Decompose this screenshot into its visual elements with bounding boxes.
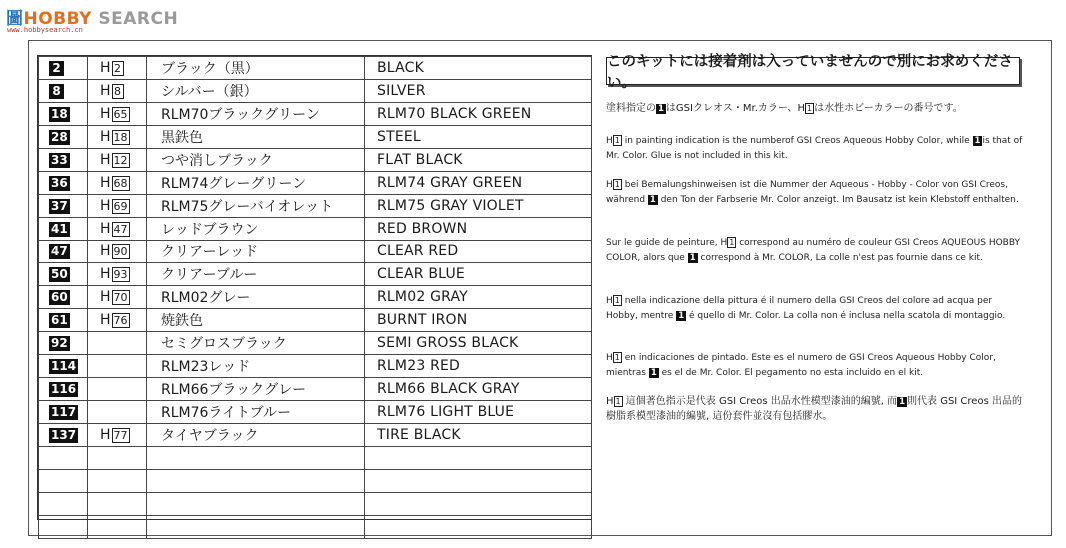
hobby-color-code: H 77: [88, 424, 147, 447]
color-name-japanese: クリアーレッド: [147, 240, 365, 263]
mr-color-number: 114: [39, 355, 88, 378]
color-name-japanese: [147, 446, 365, 469]
color-name-english: TIRE BLACK: [365, 424, 592, 447]
paragraph-english: H 1 in painting indication is the numberof GSI Creos Aqueous Hobby Color, while 1 is that of Mr. Color. Glue is not included in this kit.: [606, 136, 1023, 161]
color-name-japanese: クリアーブルー: [147, 263, 365, 286]
color-name-english: RLM75 GRAY VIOLET: [365, 194, 592, 217]
color-name-japanese: セミグロスブラック: [147, 332, 365, 355]
paragraph-french: Sur le guide de peinture, H 1 correspond au numéro de couleur GSI Creos AQUEOUS HOBBY COLOR, alors que 1 correspond à Mr. COLOR, La colle n'est pas fournie dans ce kit.: [606, 238, 1021, 263]
table-row: [39, 446, 592, 469]
mr-color-number: 28: [39, 125, 88, 148]
color-name-english: RLM76 LIGHT BLUE: [365, 401, 592, 424]
color-name-english: [365, 446, 592, 469]
hobby-color-code: H 76: [88, 309, 147, 332]
color-name-english: BLACK: [365, 57, 592, 80]
hobby-color-code: H 68: [88, 171, 147, 194]
mr-color-number: 36: [39, 171, 88, 194]
mr-color-number: 137: [39, 424, 88, 447]
color-name-english: RLM23 RED: [365, 355, 592, 378]
watermark-logo: 圖HOBBY SEARCH www.hobbysearch.cn: [6, 9, 179, 34]
table-row: [39, 332, 592, 355]
hobby-color-code: H 2: [88, 57, 147, 80]
color-name-japanese: つや消しブラック: [147, 148, 365, 171]
table-row: [39, 79, 592, 102]
color-name-japanese: レッドブラウン: [147, 217, 365, 240]
color-name-japanese: タイヤブラック: [147, 424, 365, 447]
table-row: [39, 424, 592, 447]
color-name-japanese: RLM66ブラックグレー: [147, 378, 365, 401]
hobby-color-code: [88, 446, 147, 469]
hobby-color-code: H 18: [88, 125, 147, 148]
table-row: [39, 355, 592, 378]
hobby-color-code: H 8: [88, 79, 147, 102]
mr-color-number: 61: [39, 309, 88, 332]
hobby-color-code: [88, 469, 147, 492]
table-row: [39, 125, 592, 148]
table-row: [39, 57, 592, 80]
table-row: [39, 263, 592, 286]
color-name-japanese: RLM23レッド: [147, 355, 365, 378]
paint-color-table: [37, 55, 592, 520]
table-row: [39, 148, 592, 171]
color-name-japanese: シルバー（銀）: [147, 79, 365, 102]
color-name-japanese: 焼鉄色: [147, 309, 365, 332]
mr-color-number: 60: [39, 286, 88, 309]
hobby-color-code: [88, 492, 147, 515]
hobby-color-code: [88, 401, 147, 424]
color-name-english: FLAT BLACK: [365, 148, 592, 171]
color-name-english: RED BROWN: [365, 217, 592, 240]
mr-color-number: [39, 515, 88, 538]
paragraph-japanese: 塗料指定の 1 はGSIクレオス・Mr.カラー、H 1 は水性ホビーカラーの番号です。: [606, 103, 963, 114]
color-name-japanese: 黒鉄色: [147, 125, 365, 148]
color-name-japanese: RLM02グレー: [147, 286, 365, 309]
table-row: [39, 194, 592, 217]
color-name-english: RLM02 GRAY: [365, 286, 592, 309]
hobby-color-code: H 12: [88, 148, 147, 171]
mr-color-number: [39, 446, 88, 469]
hobby-color-code: [88, 515, 147, 538]
paragraph-spanish: H 1 en indicaciones de pintado. Este es el numero de GSI Creos Aqueous Hobby Color, mientras 1 es el de Mr. Color. El pegamento no esta incluido en el kit.: [606, 353, 996, 378]
table-row: [39, 217, 592, 240]
color-name-japanese: [147, 469, 365, 492]
color-name-japanese: RLM76ライトブルー: [147, 401, 365, 424]
color-name-english: SILVER: [365, 79, 592, 102]
hobby-color-code: H 65: [88, 102, 147, 125]
table-row: [39, 171, 592, 194]
paragraph-italian: H 1 nella indicazione della pittura é il numero della GSI Creos del colore ad acqua per Hobby, mentre 1 é quello di Mr. Color. La colla non é inclusa nella scatola di montaggio.: [606, 296, 1006, 321]
color-name-japanese: ブラック（黒）: [147, 57, 365, 80]
color-name-japanese: [147, 515, 365, 538]
color-name-english: RLM70 BLACK GREEN: [365, 102, 592, 125]
color-name-japanese: RLM75グレーバイオレット: [147, 194, 365, 217]
hobby-color-code: H 47: [88, 217, 147, 240]
mr-color-number: 117: [39, 401, 88, 424]
color-name-english: RLM66 BLACK GRAY: [365, 378, 592, 401]
mr-color-number: [39, 492, 88, 515]
hobby-color-code: [88, 355, 147, 378]
color-name-english: CLEAR BLUE: [365, 263, 592, 286]
hobby-color-code: H 70: [88, 286, 147, 309]
color-name-japanese: RLM70ブラックグリーン: [147, 102, 365, 125]
table-row: [39, 401, 592, 424]
table-row: [39, 309, 592, 332]
mr-color-number: 92: [39, 332, 88, 355]
mr-color-number: 33: [39, 148, 88, 171]
color-name-english: SEMI GROSS BLACK: [365, 332, 592, 355]
color-name-english: STEEL: [365, 125, 592, 148]
color-name-japanese: [147, 492, 365, 515]
table-row: [39, 240, 592, 263]
table-row: [39, 286, 592, 309]
mr-color-number: 2: [39, 57, 88, 80]
hobby-color-code: H 93: [88, 263, 147, 286]
color-name-japanese: RLM74グレーグリーン: [147, 171, 365, 194]
mr-color-number: 41: [39, 217, 88, 240]
paragraph-german: H 1 bei Bemalungshinweisen ist die Nummer der Aqueous - Hobby - Color von GSI Creos, während 1 den Ton der Farbserie Mr. Color anzeigt. Im Bausatz ist kein Klebstoff enthalten.: [606, 180, 1019, 205]
hobby-color-code: H 90: [88, 240, 147, 263]
color-name-english: [365, 492, 592, 515]
table-row: [39, 102, 592, 125]
table-row: [39, 492, 592, 515]
table-row: [39, 378, 592, 401]
hobby-color-code: [88, 332, 147, 355]
color-name-english: BURNT IRON: [365, 309, 592, 332]
table-row: [39, 515, 592, 538]
mr-color-number: 116: [39, 378, 88, 401]
mr-color-number: 37: [39, 194, 88, 217]
color-name-english: RLM74 GRAY GREEN: [365, 171, 592, 194]
color-name-english: [365, 515, 592, 538]
mr-color-number: 47: [39, 240, 88, 263]
glue-notice: このキットには接着剤は入っていませんので別にお求めください。: [606, 57, 1020, 85]
mr-color-number: 8: [39, 79, 88, 102]
color-name-english: CLEAR RED: [365, 240, 592, 263]
table-row: [39, 469, 592, 492]
color-name-english: [365, 469, 592, 492]
hobby-color-code: H 69: [88, 194, 147, 217]
hobby-color-code: [88, 378, 147, 401]
mr-color-number: 18: [39, 102, 88, 125]
mr-color-number: [39, 469, 88, 492]
mr-color-number: 50: [39, 263, 88, 286]
paragraph-chinese: H 1 這個著色指示是代表 GSI Creos 出品水性模型漆油的編號, 而 1 則代表 GSI Creos 出品的樹脂系模型漆油的編號, 這份套件並沒有包括膠水。: [606, 396, 1022, 422]
